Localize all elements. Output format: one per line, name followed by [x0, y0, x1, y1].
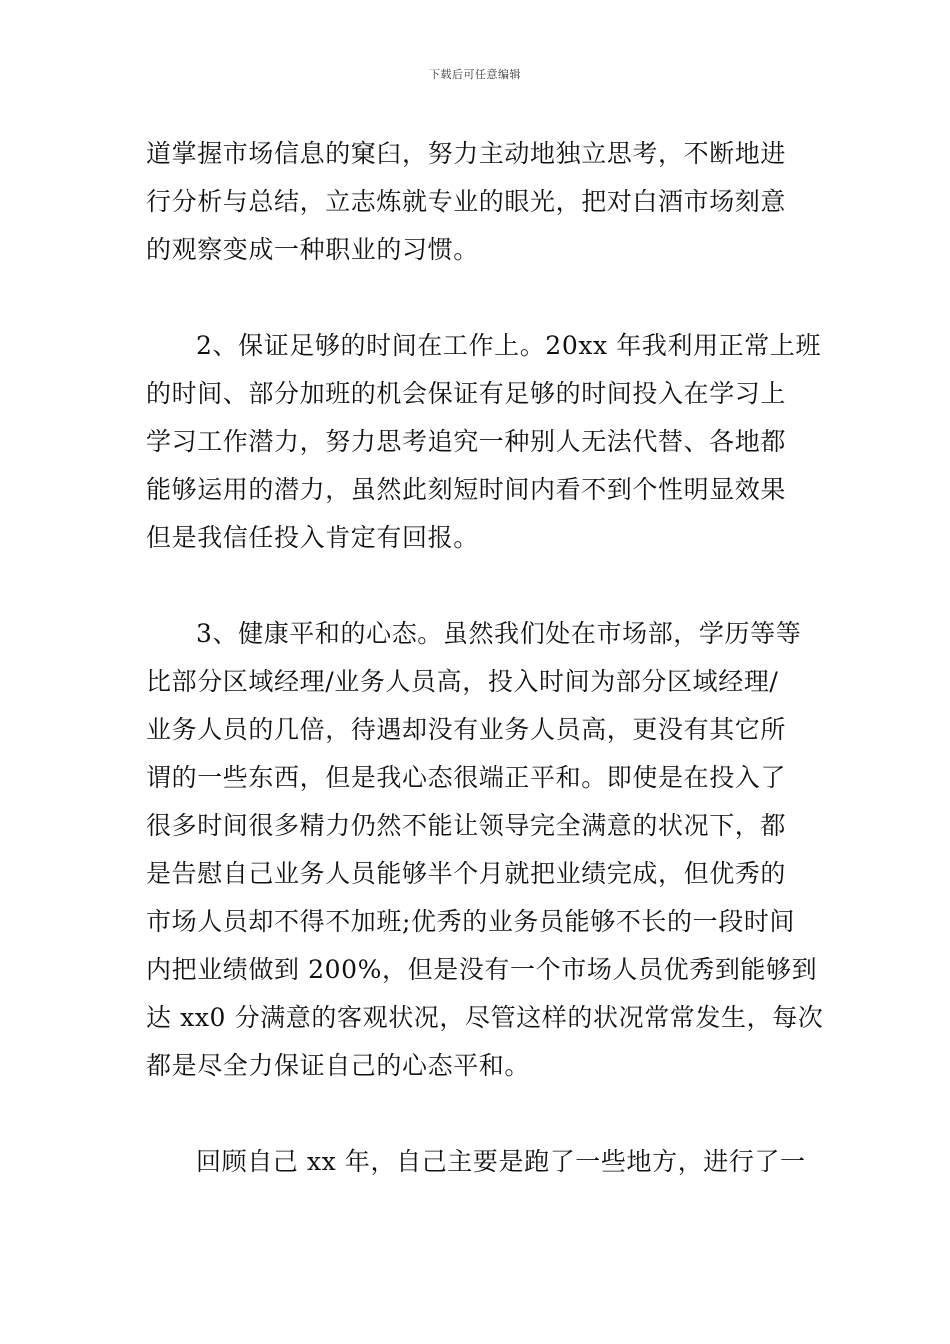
text-line: 的观察变成一种职业的习惯。: [146, 235, 479, 264]
text-line: 谓的一些东西，但是我心态很端正平和。即使是在投入了: [146, 763, 787, 792]
paragraph-4: [146, 1138, 806, 1186]
text-line: 达 xx0 分满意的客观状况，尽管这样的状况常常发生，每次: [146, 1003, 824, 1032]
text-line: 的时间、部分加班的机会保证有足够的时间投入在学习上: [146, 379, 787, 408]
document-body: [146, 130, 824, 1186]
text-line: 回顾自己 xx 年，自己主要是跑了一些地方，进行了一: [196, 1147, 806, 1176]
text-line: 内把业绩做到 200%，但是没有一个市场人员优秀到能够到: [146, 955, 818, 984]
paragraph-3: [146, 610, 824, 1090]
paragraph-2: [146, 322, 822, 562]
text-line: 2、保证足够的时间在工作上。20xx 年我利用正常上班: [196, 331, 822, 360]
text-line: 比部分区域经理/业务人员高，投入时间为部分区域经理/: [146, 667, 779, 696]
text-line: 都是尽全力保证自己的心态平和。: [146, 1051, 531, 1080]
text-line: 但是我信任投入肯定有回报。: [146, 523, 479, 552]
text-line: 行分析与总结，立志炼就专业的眼光，把对白酒市场刻意: [146, 187, 787, 216]
text-line: 学习工作潜力，努力思考追究一种别人无法代替、各地都: [146, 427, 787, 456]
text-line: 道掌握市场信息的窠臼，努力主动地独立思考，不断地进: [146, 139, 787, 168]
paragraph-1: [146, 130, 806, 274]
text-line: 是告慰自己业务人员能够半个月就把业绩完成，但优秀的: [146, 859, 787, 888]
paragraph-spacer: [146, 274, 806, 322]
text-line: 3、健康平和的心态。虽然我们处在市场部，学历等等: [196, 619, 802, 648]
page-header: 下载后可任意编辑: [429, 68, 521, 81]
text-line: 市场人员却不得不加班;优秀的业务员能够不长的一段时间: [146, 907, 796, 936]
text-line: 很多时间很多精力仍然不能让领导完全满意的状况下，都: [146, 811, 787, 840]
text-line: 能够运用的潜力，虽然此刻短时间内看不到个性明显效果: [146, 475, 787, 504]
text-line: 业务人员的几倍，待遇却没有业务人员高，更没有其它所: [146, 715, 787, 744]
paragraph-spacer: [146, 1090, 806, 1138]
paragraph-spacer: [146, 562, 806, 610]
